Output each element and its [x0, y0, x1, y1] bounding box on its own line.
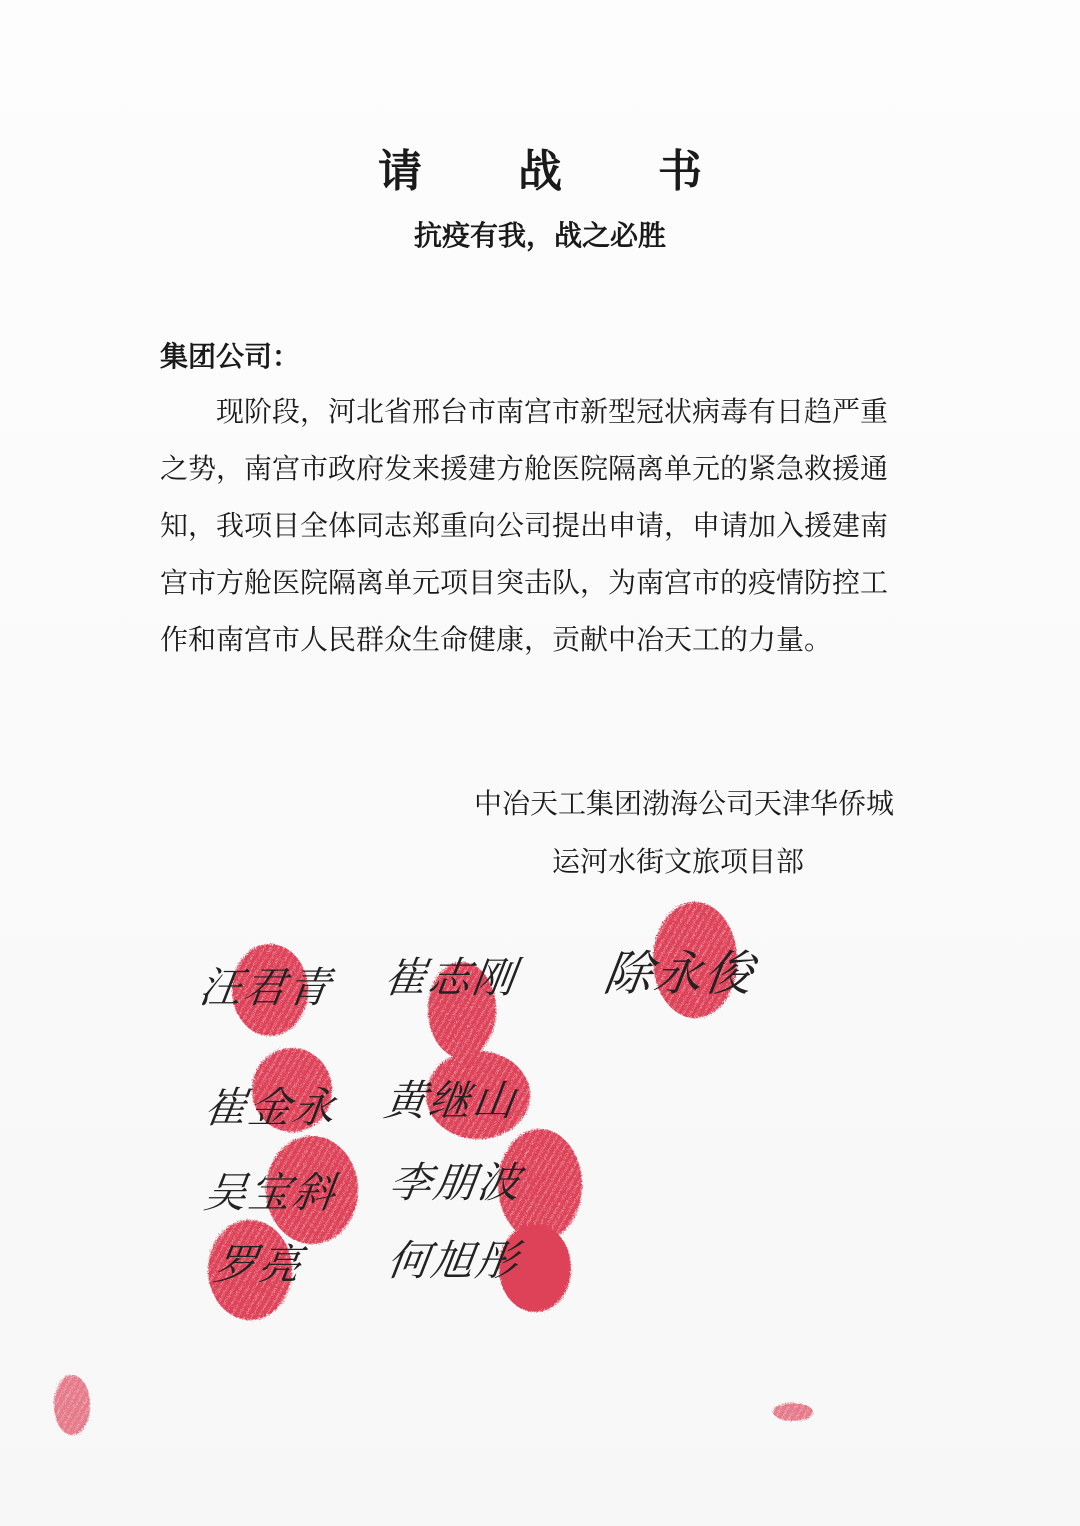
title-char: 请	[378, 146, 422, 197]
organization-name: 中冶天工集团渤海公司天津华侨城	[474, 787, 895, 820]
signature: 黄继山	[381, 1076, 521, 1125]
department-name: 运河水街文旅项目部	[552, 845, 805, 878]
title-char: 书	[658, 146, 702, 197]
body-line: 现阶段，河北省邢台市南宫市新型冠状病毒有日趋严重	[160, 395, 889, 428]
body-line: 作和南宫市人民群众生命健康，贡献中冶天工的力量。	[160, 623, 833, 656]
salutation: 集团公司：	[160, 340, 301, 373]
signature: 罗亮	[211, 1240, 307, 1289]
document-subtitle: 抗疫有我，战之必胜	[413, 219, 666, 252]
signature: 除永俊	[600, 946, 759, 1002]
title-char: 战	[518, 146, 562, 197]
signature: 汪君青	[196, 963, 336, 1012]
signature: 崔志刚	[381, 953, 521, 1002]
body-line: 宫市方舱医院隔离单元项目突击队，为南宫市的疫情防控工	[160, 566, 889, 599]
signature: 何旭彤	[384, 1236, 524, 1285]
signature: 崔金永	[201, 1083, 341, 1132]
signature: 吴宝斜	[201, 1168, 341, 1217]
body-line: 之势，南宫市政府发来援建方舱医院隔离单元的紧急救援通	[160, 452, 889, 485]
body-line: 知，我项目全体同志郑重向公司提出申请，申请加入援建南	[160, 509, 889, 542]
signature: 李朋波	[386, 1158, 526, 1207]
